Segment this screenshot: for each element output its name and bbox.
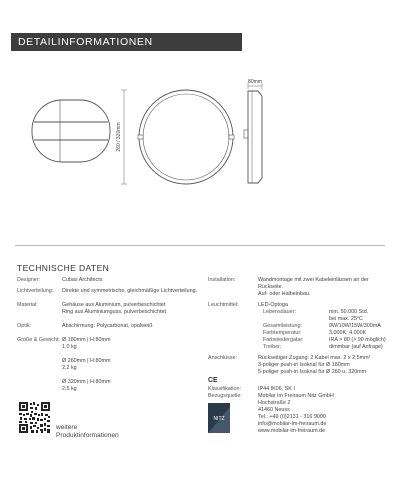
led-spec-row <box>263 309 368 316</box>
spec-value-size-3: Ø 320mm | H:80mm <box>62 379 111 385</box>
more-info-line-1: weitere <box>56 424 78 431</box>
spec-label-light-distribution: Lichtverteilung: <box>17 288 54 294</box>
technical-drawing <box>0 70 400 200</box>
supplier-street: Hochstraße 2 <box>258 400 291 406</box>
lamp-profile-view <box>244 91 262 183</box>
height-dimension-label: 260 / 320mm <box>116 122 122 152</box>
supplier-website[interactable]: www.mobilar-im-freiraum.de <box>258 428 326 434</box>
led-spec-value: 9W/10W/15W/300mA <box>329 323 381 329</box>
spec-label-installation: Installation: <box>208 277 236 283</box>
nitz-logo <box>208 403 230 433</box>
spec-value-material-2: Ring aus Aluminiumguss, pulverbeschichtet <box>62 309 166 315</box>
section-header <box>11 33 242 51</box>
nitz-logo-text: NITZ <box>213 416 225 422</box>
supplier-email[interactable]: info@mobilar-im-freiraum.de <box>258 421 327 427</box>
led-spec-key: Farbwiedergabe: <box>263 337 304 343</box>
led-spec-key: Treiber: <box>263 344 282 350</box>
spec-value-weight-2: 2,2 kg <box>62 365 77 371</box>
spec-label-designer: Designer: <box>17 277 41 283</box>
led-spec-row <box>263 316 363 323</box>
lamp-front-view <box>138 90 234 184</box>
spec-value-size-1: Ø 180mm | H:80mm <box>62 337 111 343</box>
section-title: TECHNISCHE DATEN <box>17 263 110 273</box>
spec-value-classification: IP44 IK06, SK I <box>258 386 295 392</box>
led-spec-value: min. 50.000 Std. <box>329 309 369 315</box>
led-spec-row <box>263 337 386 344</box>
spec-value-designer: Cubas Architects <box>62 277 103 283</box>
spec-label-material: Material: <box>17 302 38 308</box>
led-spec-key: Lebensdauer: <box>263 309 296 315</box>
led-spec-key: Gesamtleistung: <box>263 323 302 329</box>
more-product-info-link[interactable] <box>56 424 119 440</box>
spec-value-connections-2: 3-poliger push-in Isoknal für Ø 180mm <box>258 362 350 368</box>
qr-code-icon[interactable] <box>19 402 50 433</box>
spec-value-installation-1: Wandmontage mit zwei Kabeleinlässen an der <box>258 277 369 283</box>
section-header-title: DETAILINFORMATIONEN <box>18 36 153 48</box>
led-spec-row <box>263 323 381 330</box>
spec-value-weight-1: 1,0 kg <box>62 344 77 350</box>
led-spec-key: Farbtemperatur: <box>263 330 302 336</box>
spec-label-classification: Klassifikation: <box>208 386 241 392</box>
supplier-name: Mobilar im Freiraum Nitz GmbH <box>258 393 334 399</box>
led-spec-value: bei max. 25°C <box>329 316 363 322</box>
spec-label-size-weight: Größe & Gewicht: <box>17 337 60 343</box>
spec-value-connections-1: Rückseitiger Zugang: 2 Kabel max. 2 x 2,5mm² <box>258 355 371 361</box>
supplier-phone: Tel.: +49 (0)2131 - 316 9000 <box>258 414 326 420</box>
led-spec-value: dimmbar (auf Anfrage) <box>329 344 383 350</box>
lamp-side-view <box>32 100 110 162</box>
spec-value-installation-3: Auf- oder Halbeinbau. <box>258 291 311 297</box>
spec-label-optics: Optik: <box>17 323 32 329</box>
spec-value-weight-3: 2,5 kg <box>62 386 77 392</box>
spec-value-installation-2: Rückseite. <box>258 284 284 290</box>
spec-value-connections-3: 5-poliger push-in Isoknal für Ø 260 u. 320mm <box>258 369 367 375</box>
spec-label-lamp: Leuchtmittel: <box>208 302 239 308</box>
spec-value-material-1: Gehäuse aus Aluminium, pulverbeschichtet <box>62 302 166 308</box>
spec-value-size-2: Ø 260mm | H:80mm <box>62 358 111 364</box>
led-spec-value: 3.000K, 4.000K <box>329 330 367 336</box>
supplier-city: 41460 Neuss <box>258 407 290 413</box>
more-info-line-2: Produktinformationen <box>56 432 119 439</box>
divider-line <box>15 245 385 246</box>
spec-value-light-distribution: Direkte und symmetrische, gleichmäßige Lichtverteilung. <box>62 288 198 294</box>
led-spec-row <box>263 330 366 337</box>
ce-mark: CE <box>208 377 218 384</box>
width-dimension-label: 80mm <box>248 79 262 85</box>
spec-label-supplier: Bezugsquelle: <box>208 393 242 399</box>
spec-label-connections: Anschlüsse: <box>208 355 238 361</box>
led-spec-row <box>263 344 383 351</box>
spec-value-lamp: LED-Optoga <box>258 302 288 308</box>
spec-value-optics: Abschirmung: Polycarbonat, opalweiß <box>62 323 153 329</box>
led-spec-value: IRA > 80 (> 90 möglich) <box>329 337 386 343</box>
